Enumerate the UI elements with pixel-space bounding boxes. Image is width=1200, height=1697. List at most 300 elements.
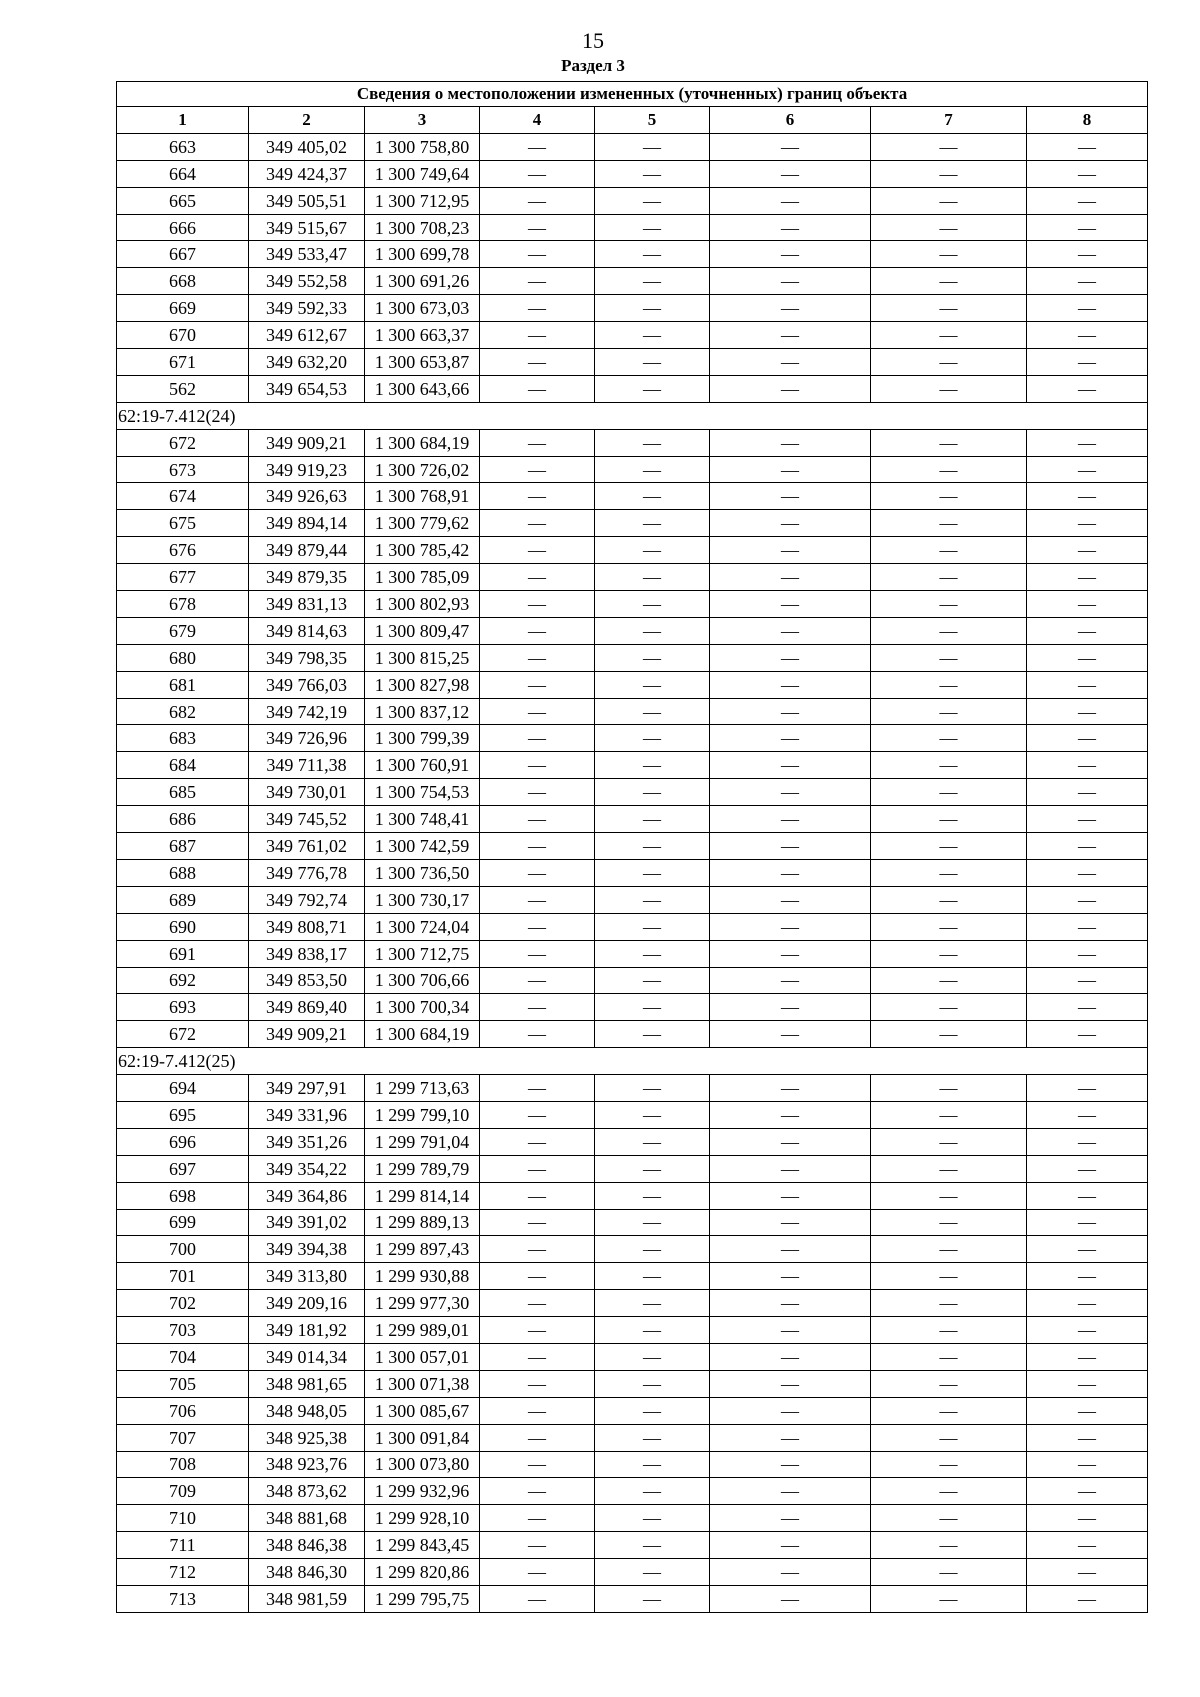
empty-cell: — — [595, 806, 710, 833]
x-coordinate-cell: 348 981,65 — [249, 1370, 365, 1397]
empty-cell: — — [480, 349, 595, 376]
point-number-cell: 671 — [117, 349, 249, 376]
x-coordinate-cell: 348 923,76 — [249, 1451, 365, 1478]
empty-cell: — — [1027, 1021, 1148, 1048]
empty-cell: — — [480, 429, 595, 456]
empty-cell: — — [871, 752, 1027, 779]
x-coordinate-cell: 349 351,26 — [249, 1128, 365, 1155]
empty-cell: — — [710, 725, 871, 752]
empty-cell: — — [871, 1155, 1027, 1182]
table-row — [117, 510, 1148, 537]
empty-cell: — — [595, 967, 710, 994]
empty-cell: — — [710, 940, 871, 967]
x-coordinate-cell: 349 391,02 — [249, 1209, 365, 1236]
empty-cell: — — [480, 591, 595, 618]
empty-cell: — — [595, 1585, 710, 1612]
empty-cell: — — [871, 1505, 1027, 1532]
y-coordinate-cell: 1 300 785,42 — [365, 537, 480, 564]
empty-cell: — — [480, 1424, 595, 1451]
y-coordinate-cell: 1 300 802,93 — [365, 591, 480, 618]
section-title: Раздел 3 — [561, 56, 625, 75]
y-coordinate-cell: 1 300 712,75 — [365, 940, 480, 967]
empty-cell: — — [871, 1532, 1027, 1559]
y-coordinate-cell: 1 300 699,78 — [365, 241, 480, 268]
x-coordinate-cell: 349 814,63 — [249, 617, 365, 644]
y-coordinate-cell: 1 299 897,43 — [365, 1236, 480, 1263]
empty-cell: — — [480, 806, 595, 833]
group-row — [117, 1048, 1148, 1075]
empty-cell: — — [480, 564, 595, 591]
column-header: 7 — [871, 107, 1027, 134]
empty-cell: — — [710, 564, 871, 591]
empty-cell: — — [480, 510, 595, 537]
table-row — [117, 1263, 1148, 1290]
x-coordinate-cell: 349 926,63 — [249, 483, 365, 510]
empty-cell: — — [1027, 1559, 1148, 1586]
empty-cell: — — [710, 187, 871, 214]
x-coordinate-cell: 349 331,96 — [249, 1101, 365, 1128]
column-header: 2 — [249, 107, 365, 134]
empty-cell: — — [595, 591, 710, 618]
x-coordinate-cell: 349 798,35 — [249, 644, 365, 671]
empty-cell: — — [710, 833, 871, 860]
point-number-cell: 696 — [117, 1128, 249, 1155]
x-coordinate-cell: 348 948,05 — [249, 1397, 365, 1424]
page-number: 15 — [582, 28, 604, 53]
empty-cell: — — [1027, 349, 1148, 376]
y-coordinate-cell: 1 300 071,38 — [365, 1370, 480, 1397]
empty-cell: — — [1027, 859, 1148, 886]
empty-cell: — — [480, 644, 595, 671]
x-coordinate-cell: 348 981,59 — [249, 1585, 365, 1612]
empty-cell: — — [595, 268, 710, 295]
empty-cell: — — [1027, 1075, 1148, 1102]
empty-cell: — — [710, 994, 871, 1021]
table-row — [117, 671, 1148, 698]
empty-cell: — — [595, 214, 710, 241]
table-row — [117, 1370, 1148, 1397]
table-row — [117, 322, 1148, 349]
x-coordinate-cell: 349 313,80 — [249, 1263, 365, 1290]
empty-cell: — — [710, 214, 871, 241]
empty-cell: — — [871, 591, 1027, 618]
empty-cell: — — [1027, 510, 1148, 537]
point-number-cell: 675 — [117, 510, 249, 537]
table-row — [117, 967, 1148, 994]
empty-cell: — — [480, 671, 595, 698]
x-coordinate-cell: 349 761,02 — [249, 833, 365, 860]
empty-cell: — — [871, 1397, 1027, 1424]
point-number-cell: 673 — [117, 456, 249, 483]
point-number-cell: 697 — [117, 1155, 249, 1182]
empty-cell: — — [1027, 591, 1148, 618]
point-number-cell: 690 — [117, 913, 249, 940]
empty-cell: — — [871, 537, 1027, 564]
group-label: 62:19-7.412(24) — [117, 402, 1148, 429]
table-row — [117, 429, 1148, 456]
point-number-cell: 685 — [117, 779, 249, 806]
empty-cell: — — [1027, 725, 1148, 752]
table-row — [117, 940, 1148, 967]
x-coordinate-cell: 349 552,58 — [249, 268, 365, 295]
coordinates-table — [116, 81, 1148, 1613]
x-coordinate-cell: 349 297,91 — [249, 1075, 365, 1102]
y-coordinate-cell: 1 300 827,98 — [365, 671, 480, 698]
empty-cell: — — [871, 1263, 1027, 1290]
empty-cell: — — [710, 806, 871, 833]
empty-cell: — — [1027, 806, 1148, 833]
point-number-cell: 672 — [117, 1021, 249, 1048]
empty-cell: — — [871, 859, 1027, 886]
empty-cell: — — [1027, 886, 1148, 913]
empty-cell: — — [1027, 1343, 1148, 1370]
empty-cell: — — [871, 1209, 1027, 1236]
y-coordinate-cell: 1 300 085,67 — [365, 1397, 480, 1424]
y-coordinate-cell: 1 300 768,91 — [365, 483, 480, 510]
point-number-cell: 693 — [117, 994, 249, 1021]
y-coordinate-cell: 1 299 820,86 — [365, 1559, 480, 1586]
empty-cell: — — [871, 187, 1027, 214]
empty-cell: — — [595, 241, 710, 268]
empty-cell: — — [871, 1451, 1027, 1478]
empty-cell: — — [710, 537, 871, 564]
empty-cell: — — [480, 967, 595, 994]
y-coordinate-cell: 1 300 754,53 — [365, 779, 480, 806]
empty-cell: — — [595, 1370, 710, 1397]
x-coordinate-cell: 349 181,92 — [249, 1317, 365, 1344]
x-coordinate-cell: 349 505,51 — [249, 187, 365, 214]
empty-cell: — — [480, 1155, 595, 1182]
empty-cell: — — [871, 913, 1027, 940]
empty-cell: — — [710, 779, 871, 806]
point-number-cell: 670 — [117, 322, 249, 349]
column-header: 1 — [117, 107, 249, 134]
point-number-cell: 665 — [117, 187, 249, 214]
empty-cell: — — [1027, 1585, 1148, 1612]
empty-cell: — — [480, 456, 595, 483]
y-coordinate-cell: 1 299 989,01 — [365, 1317, 480, 1344]
point-number-cell: 700 — [117, 1236, 249, 1263]
empty-cell: — — [1027, 833, 1148, 860]
empty-cell: — — [871, 1236, 1027, 1263]
empty-cell: — — [1027, 537, 1148, 564]
x-coordinate-cell: 349 654,53 — [249, 375, 365, 402]
x-coordinate-cell: 349 612,67 — [249, 322, 365, 349]
x-coordinate-cell: 349 364,86 — [249, 1182, 365, 1209]
point-number-cell: 677 — [117, 564, 249, 591]
y-coordinate-cell: 1 299 843,45 — [365, 1532, 480, 1559]
table-row — [117, 698, 1148, 725]
y-coordinate-cell: 1 299 713,63 — [365, 1075, 480, 1102]
empty-cell: — — [595, 940, 710, 967]
empty-cell: — — [710, 375, 871, 402]
empty-cell: — — [595, 1236, 710, 1263]
empty-cell: — — [480, 375, 595, 402]
empty-cell: — — [480, 160, 595, 187]
empty-cell: — — [480, 913, 595, 940]
empty-cell: — — [595, 1021, 710, 1048]
table-row — [117, 591, 1148, 618]
empty-cell: — — [710, 1505, 871, 1532]
point-number-cell: 687 — [117, 833, 249, 860]
y-coordinate-cell: 1 300 749,64 — [365, 160, 480, 187]
empty-cell: — — [710, 456, 871, 483]
x-coordinate-cell: 349 515,67 — [249, 214, 365, 241]
y-coordinate-cell: 1 300 742,59 — [365, 833, 480, 860]
point-number-cell: 669 — [117, 295, 249, 322]
empty-cell: — — [480, 1370, 595, 1397]
point-number-cell: 707 — [117, 1424, 249, 1451]
x-coordinate-cell: 349 853,50 — [249, 967, 365, 994]
point-number-cell: 712 — [117, 1559, 249, 1586]
empty-cell: — — [710, 1424, 871, 1451]
empty-cell: — — [595, 1128, 710, 1155]
x-coordinate-cell: 349 919,23 — [249, 456, 365, 483]
empty-cell: — — [595, 1424, 710, 1451]
point-number-cell: 676 — [117, 537, 249, 564]
point-number-cell: 678 — [117, 591, 249, 618]
x-coordinate-cell: 349 894,14 — [249, 510, 365, 537]
empty-cell: — — [1027, 698, 1148, 725]
table-row — [117, 133, 1148, 160]
point-number-cell: 663 — [117, 133, 249, 160]
empty-cell: — — [595, 187, 710, 214]
point-number-cell: 683 — [117, 725, 249, 752]
x-coordinate-cell: 349 209,16 — [249, 1290, 365, 1317]
table-row — [117, 241, 1148, 268]
empty-cell: — — [480, 1209, 595, 1236]
empty-cell: — — [710, 268, 871, 295]
table-row — [117, 1021, 1148, 1048]
point-number-cell: 681 — [117, 671, 249, 698]
point-number-cell: 692 — [117, 967, 249, 994]
table-row — [117, 214, 1148, 241]
y-coordinate-cell: 1 300 684,19 — [365, 1021, 480, 1048]
empty-cell: — — [710, 1370, 871, 1397]
table-row — [117, 859, 1148, 886]
empty-cell: — — [871, 1585, 1027, 1612]
empty-cell: — — [595, 859, 710, 886]
point-number-cell: 668 — [117, 268, 249, 295]
x-coordinate-cell: 349 632,20 — [249, 349, 365, 376]
empty-cell: — — [871, 1182, 1027, 1209]
table-row — [117, 1317, 1148, 1344]
empty-cell: — — [710, 133, 871, 160]
table-row — [117, 644, 1148, 671]
y-coordinate-cell: 1 300 700,34 — [365, 994, 480, 1021]
empty-cell: — — [710, 1478, 871, 1505]
empty-cell: — — [595, 617, 710, 644]
empty-cell: — — [1027, 429, 1148, 456]
y-coordinate-cell: 1 300 837,12 — [365, 698, 480, 725]
empty-cell: — — [871, 644, 1027, 671]
point-number-cell: 688 — [117, 859, 249, 886]
empty-cell: — — [710, 1343, 871, 1370]
x-coordinate-cell: 349 766,03 — [249, 671, 365, 698]
empty-cell: — — [871, 1021, 1027, 1048]
empty-cell: — — [710, 241, 871, 268]
empty-cell: — — [871, 349, 1027, 376]
table-row — [117, 1478, 1148, 1505]
y-coordinate-cell: 1 300 724,04 — [365, 913, 480, 940]
table-row — [117, 1397, 1148, 1424]
y-coordinate-cell: 1 299 977,30 — [365, 1290, 480, 1317]
empty-cell: — — [1027, 617, 1148, 644]
table-row — [117, 1424, 1148, 1451]
x-coordinate-cell: 349 909,21 — [249, 429, 365, 456]
x-coordinate-cell: 349 879,35 — [249, 564, 365, 591]
empty-cell: — — [480, 1478, 595, 1505]
empty-cell: — — [595, 1451, 710, 1478]
empty-cell: — — [1027, 1478, 1148, 1505]
column-header: 4 — [480, 107, 595, 134]
point-number-cell: 699 — [117, 1209, 249, 1236]
empty-cell: — — [871, 779, 1027, 806]
empty-cell: — — [480, 133, 595, 160]
x-coordinate-cell: 348 846,30 — [249, 1559, 365, 1586]
empty-cell: — — [595, 1505, 710, 1532]
empty-cell: — — [480, 214, 595, 241]
empty-cell: — — [710, 967, 871, 994]
column-header: 3 — [365, 107, 480, 134]
empty-cell: — — [480, 1397, 595, 1424]
empty-cell: — — [710, 752, 871, 779]
x-coordinate-cell: 349 592,33 — [249, 295, 365, 322]
y-coordinate-cell: 1 299 932,96 — [365, 1478, 480, 1505]
empty-cell: — — [871, 160, 1027, 187]
empty-cell: — — [595, 1182, 710, 1209]
x-coordinate-cell: 349 405,02 — [249, 133, 365, 160]
x-coordinate-cell: 349 711,38 — [249, 752, 365, 779]
point-number-cell: 691 — [117, 940, 249, 967]
empty-cell: — — [710, 859, 871, 886]
empty-cell: — — [1027, 483, 1148, 510]
point-number-cell: 711 — [117, 1532, 249, 1559]
empty-cell: — — [480, 994, 595, 1021]
empty-cell: — — [595, 913, 710, 940]
empty-cell: — — [871, 268, 1027, 295]
empty-cell: — — [871, 1559, 1027, 1586]
point-number-cell: 680 — [117, 644, 249, 671]
empty-cell: — — [595, 698, 710, 725]
point-number-cell: 706 — [117, 1397, 249, 1424]
empty-cell: — — [480, 187, 595, 214]
empty-cell: — — [871, 725, 1027, 752]
empty-cell: — — [1027, 1397, 1148, 1424]
empty-cell: — — [595, 1478, 710, 1505]
empty-cell: — — [480, 833, 595, 860]
empty-cell: — — [871, 1478, 1027, 1505]
point-number-cell: 674 — [117, 483, 249, 510]
y-coordinate-cell: 1 300 073,80 — [365, 1451, 480, 1478]
empty-cell: — — [595, 833, 710, 860]
empty-cell: — — [1027, 1182, 1148, 1209]
x-coordinate-cell: 349 533,47 — [249, 241, 365, 268]
x-coordinate-cell: 349 014,34 — [249, 1343, 365, 1370]
y-coordinate-cell: 1 300 809,47 — [365, 617, 480, 644]
empty-cell: — — [1027, 160, 1148, 187]
point-number-cell: 713 — [117, 1585, 249, 1612]
empty-cell: — — [480, 241, 595, 268]
table-row — [117, 483, 1148, 510]
empty-cell: — — [1027, 1209, 1148, 1236]
empty-cell: — — [871, 940, 1027, 967]
y-coordinate-cell: 1 300 643,66 — [365, 375, 480, 402]
empty-cell: — — [710, 1451, 871, 1478]
y-coordinate-cell: 1 300 706,66 — [365, 967, 480, 994]
empty-cell: — — [480, 537, 595, 564]
empty-cell: — — [595, 483, 710, 510]
empty-cell: — — [595, 1209, 710, 1236]
empty-cell: — — [595, 725, 710, 752]
empty-cell: — — [871, 967, 1027, 994]
empty-cell: — — [710, 1532, 871, 1559]
table-row — [117, 806, 1148, 833]
empty-cell: — — [595, 644, 710, 671]
x-coordinate-cell: 349 879,44 — [249, 537, 365, 564]
table-row — [117, 1559, 1148, 1586]
empty-cell: — — [480, 1343, 595, 1370]
empty-cell: — — [480, 886, 595, 913]
empty-cell: — — [480, 698, 595, 725]
empty-cell: — — [1027, 322, 1148, 349]
empty-cell: — — [710, 295, 871, 322]
table-row — [117, 1532, 1148, 1559]
table-row — [117, 1155, 1148, 1182]
y-coordinate-cell: 1 300 057,01 — [365, 1343, 480, 1370]
empty-cell: — — [871, 375, 1027, 402]
table-row — [117, 913, 1148, 940]
y-coordinate-cell: 1 300 712,95 — [365, 187, 480, 214]
empty-cell: — — [480, 1075, 595, 1102]
empty-cell: — — [1027, 1505, 1148, 1532]
point-number-cell: 666 — [117, 214, 249, 241]
empty-cell: — — [480, 779, 595, 806]
x-coordinate-cell: 349 726,96 — [249, 725, 365, 752]
empty-cell: — — [1027, 564, 1148, 591]
empty-cell: — — [871, 214, 1027, 241]
x-coordinate-cell: 349 838,17 — [249, 940, 365, 967]
x-coordinate-cell: 349 730,01 — [249, 779, 365, 806]
empty-cell: — — [595, 1559, 710, 1586]
x-coordinate-cell: 349 831,13 — [249, 591, 365, 618]
empty-cell: — — [710, 1075, 871, 1102]
empty-cell: — — [480, 1101, 595, 1128]
point-number-cell: 704 — [117, 1343, 249, 1370]
point-number-cell: 694 — [117, 1075, 249, 1102]
empty-cell: — — [710, 1182, 871, 1209]
empty-cell: — — [710, 644, 871, 671]
y-coordinate-cell: 1 299 789,79 — [365, 1155, 480, 1182]
empty-cell: — — [710, 671, 871, 698]
empty-cell: — — [480, 1585, 595, 1612]
y-coordinate-cell: 1 300 708,23 — [365, 214, 480, 241]
y-coordinate-cell: 1 299 930,88 — [365, 1263, 480, 1290]
y-coordinate-cell: 1 300 748,41 — [365, 806, 480, 833]
y-coordinate-cell: 1 300 758,80 — [365, 133, 480, 160]
x-coordinate-cell: 348 925,38 — [249, 1424, 365, 1451]
empty-cell: — — [871, 322, 1027, 349]
empty-cell: — — [871, 1128, 1027, 1155]
empty-cell: — — [871, 1370, 1027, 1397]
empty-cell: — — [595, 160, 710, 187]
empty-cell: — — [480, 1317, 595, 1344]
empty-cell: — — [1027, 644, 1148, 671]
empty-cell: — — [1027, 1263, 1148, 1290]
empty-cell: — — [1027, 133, 1148, 160]
table-row — [117, 725, 1148, 752]
empty-cell: — — [710, 1290, 871, 1317]
